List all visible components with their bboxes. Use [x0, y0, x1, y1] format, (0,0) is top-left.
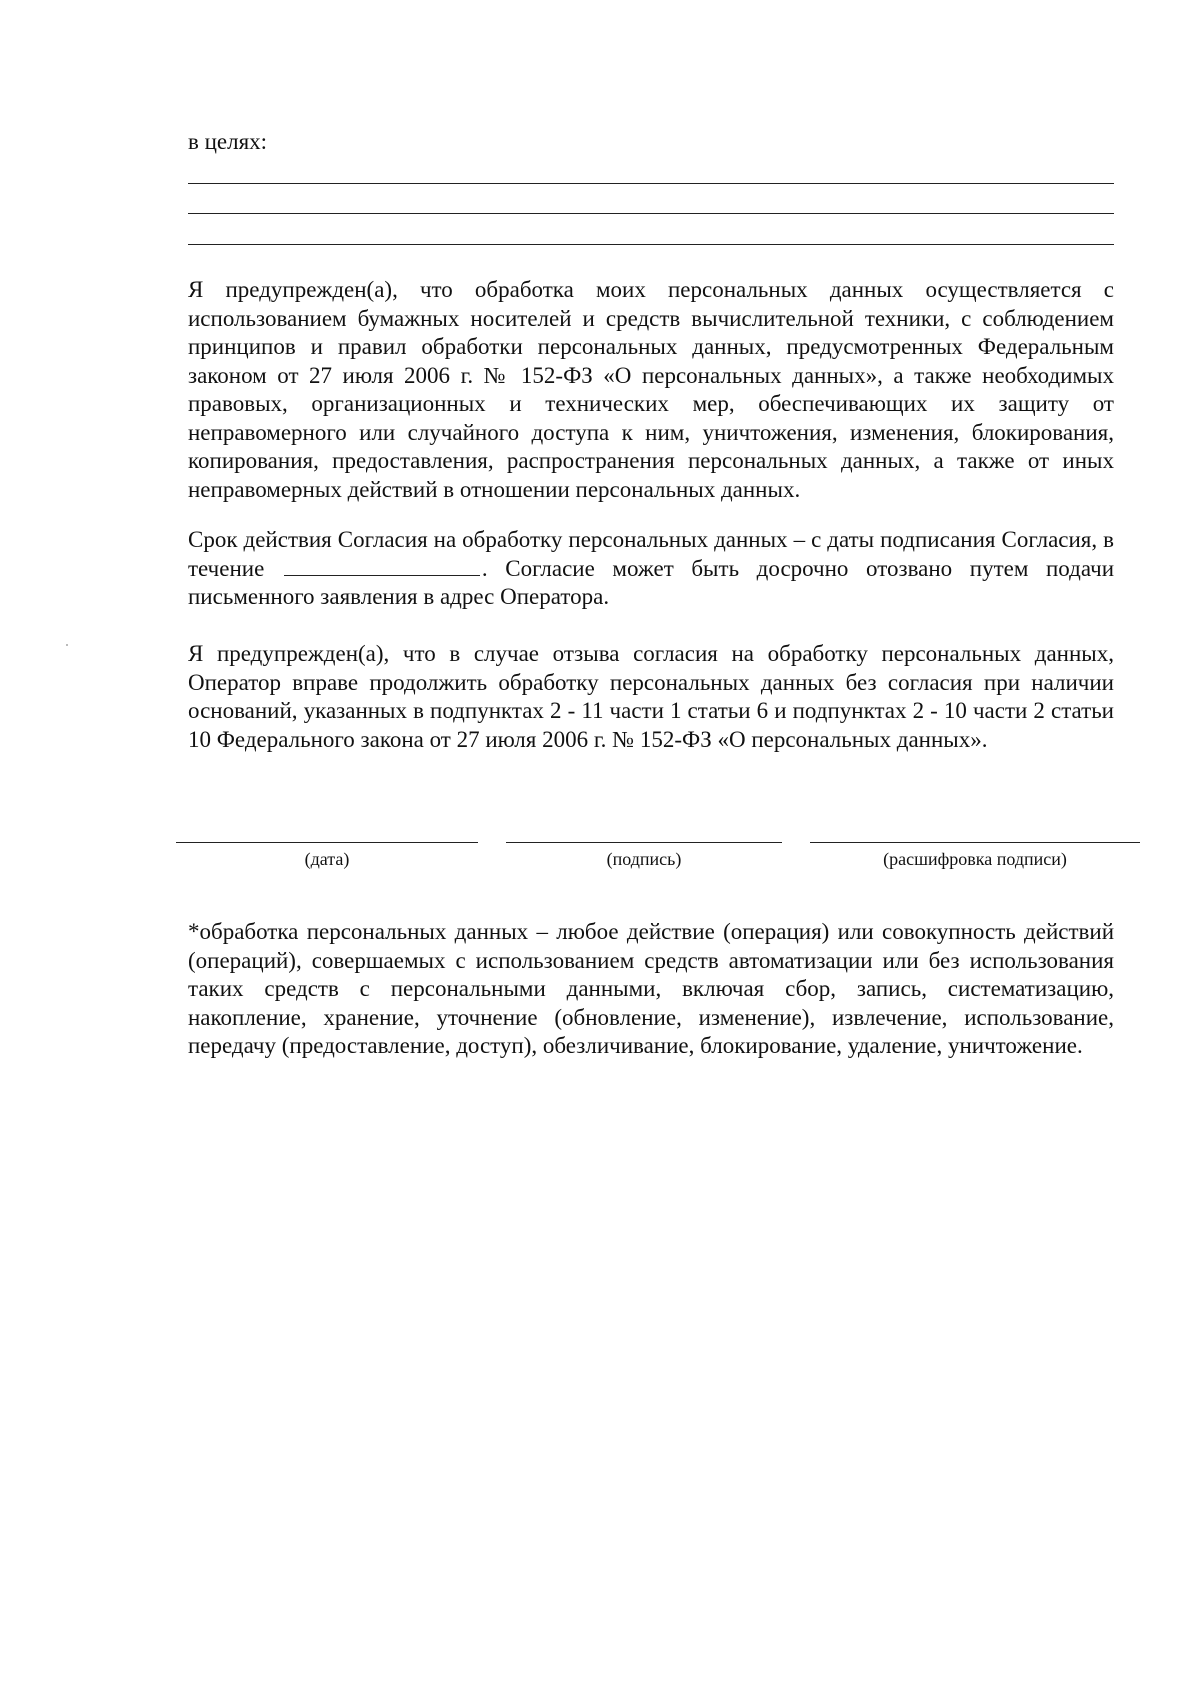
signature-line[interactable]: [506, 842, 782, 843]
consent-term-text-before: Срок действия Согласия на обработку персональных данных – с даты подписания Согласия, в течение: [188, 527, 1114, 581]
signature-decoding-line[interactable]: [810, 842, 1140, 843]
purpose-fill-line[interactable]: [188, 183, 1114, 184]
date-signature-line[interactable]: [176, 842, 478, 843]
processing-warning-paragraph: Я предупрежден(а), что обработка моих персональных данных осуществляется с использованием бумажных носителей и средств вычислительной техники, с соблюдением принципов и правил обработки персональных данных, предусмотренных Федеральным законом от 27 июля 2006 г. № 152-ФЗ «О персональных данных», а также необходимых правовых, организационных и технических мер, обеспечивающих их защиту от неправомерного или случайного доступа к ним, уничтожения, изменения, блокирования, копирования, предоставления, распространения персональных данных, а также от иных неправомерных действий в отношении персональных данных.: [188, 277, 1114, 502]
purpose-fill-line[interactable]: [188, 213, 1114, 214]
consent-term-paragraph: [188, 526, 1114, 612]
purpose-intro: в целях:: [188, 129, 268, 154]
signature-decoding-caption: (расшифровка подписи): [883, 849, 1067, 869]
scan-speck: [66, 644, 68, 646]
consent-term-text-after: . Согласие может быть досрочно отозвано путем подачи письменного заявления в адрес Оператора.: [188, 555, 1115, 609]
signature-caption: (подпись): [606, 849, 682, 869]
purpose-fill-line[interactable]: [188, 244, 1114, 245]
consent-term-blank[interactable]: [284, 557, 480, 576]
withdrawal-warning-paragraph: Я предупрежден(а), что в случае отзыва согласия на обработку персональных данных, Оператор вправе продолжить обработку персональных данных без согласия при наличии оснований, указанных в подпунктах 2 - 11 части 1 статьи 6 и подпунктах 2 - 10 части 2 статьи 10 Федерального закона от 27 июля 2006 г. № 152-ФЗ «О персональных данных».: [188, 641, 1114, 752]
definition-footnote: *обработка персональных данных – любое действие (операция) или совокупность действий (операций), совершаемых с использованием средств автоматизации или без использования таких средств с персональными данными, включая сбор, запись, систематизацию, накопление, хранение, уточнение (обновление, изменение), извлечение, использование, передачу (предоставление, доступ), обезличивание, блокирование, удаление, уничтожение.: [188, 919, 1114, 1058]
date-caption: (дата): [304, 849, 350, 869]
